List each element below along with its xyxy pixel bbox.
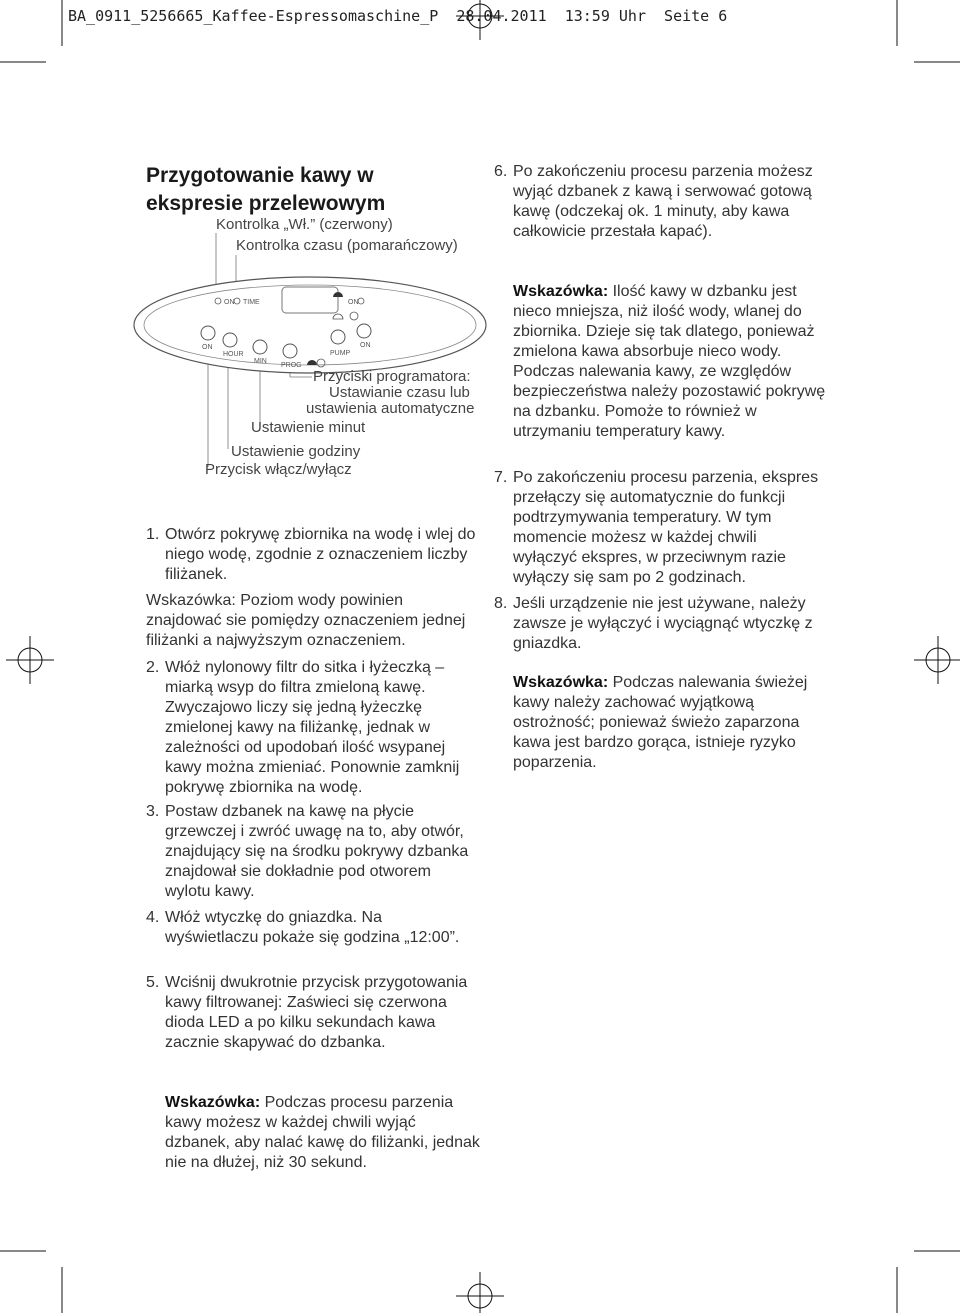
step-8 <box>494 594 824 654</box>
led-time-label: TIME <box>243 299 260 306</box>
label-hours: Ustawienie godziny <box>231 443 361 460</box>
minute-button[interactable] <box>253 340 267 354</box>
note-label: Wskazówka: <box>513 674 609 691</box>
step-number: 4. <box>146 909 160 926</box>
label-red-led: Kontrolka „Wł.” (czerwony) <box>216 216 393 233</box>
note-text: Ilość kawy w dzbanku jest nieco mniejsza, niż ilość wody, wlanej do zbiornika. Dzieje się tak dlatego, ponieważ zmielona kawa absorbuje nieco wody. Podczas nalewania kawy, ze względów bezpieczeństwa należy pozostawić pokrywę na dzbanku. Pomoże to również w utrzymaniu temperatury kawy. <box>513 283 826 440</box>
header-page: Seite 6 <box>664 7 728 25</box>
label-prog-2: Ustawianie czasu lub <box>329 384 470 401</box>
label-minutes: Ustawienie minut <box>251 419 366 436</box>
espresso-on-button[interactable] <box>357 324 371 338</box>
step-text: Otwórz pokrywę zbiornika na wodę i wlej do niego wodę, zgodnie z oznaczeniem liczby filiżanek. <box>165 526 476 583</box>
registration-mark-top <box>456 0 504 40</box>
registration-mark-right <box>914 636 960 684</box>
step-number: 1. <box>146 526 160 543</box>
note-brewing-interrupt <box>165 1093 485 1173</box>
label-on-off: Przycisk włącz/wyłącz <box>205 461 352 478</box>
step-number: 7. <box>494 469 508 486</box>
step-number: 6. <box>494 163 508 180</box>
btn-pump-label: PUMP <box>330 350 351 357</box>
note-label: Wskazówka: <box>513 283 609 300</box>
registration-mark-bottom <box>456 1272 504 1313</box>
title-line-2: ekspresie przelewowym <box>146 192 386 215</box>
note-text: Podczas procesu parzenia kawy możesz w każdej chwili wyjąć dzbanek, aby nalać kawę do filiżanki, jednak nie na dłużej, niż 30 sekund. <box>165 1094 480 1171</box>
step-text: Po zakończeniu procesu parzenia, ekspres przełączy się automatycznie do funkcji podtrzymywania temperatury. W tym momencie możesz w każdej chwili wyłączyć ekspres, w przeciwnym razie wyłączy się sam po 2 godzinach. <box>513 469 819 586</box>
pump-button[interactable] <box>331 330 345 344</box>
label-orange-led: Kontrolka czasu (pomarańczowy) <box>236 237 458 254</box>
header-file: BA_0911_5256665_Kaffee-Espressomaschine_P <box>68 7 439 25</box>
step-number: 5. <box>146 974 160 991</box>
btn-on-label: ON <box>202 344 213 351</box>
label-prog-1: Przyciski programatora: <box>313 368 471 385</box>
header-date: 28.04.2011 <box>456 7 547 25</box>
step-text: Po zakończeniu procesu parzenia możesz wyjąć dzbanek z kawą i serwować gotową kawę (odczekaj ok. 1 minuty, aby kawa całkowicie przestała kapać). <box>513 163 813 240</box>
title-line-1: Przygotowanie kawy w <box>146 164 374 187</box>
btn-on-right-label: ON <box>360 342 371 349</box>
step-text: Włóż nylonowy filtr do sitka i łyżeczką – miarką wsyp do filtra zmieloną kawę. Zwyczajowo liczy się jedną łyżeczkę zmielonej kawy na filiżankę, jednak w zależności od upodobań ilość wsypanej kawy można zmieniać. Ponownie zamknij pokrywę zbiornika na wodę. <box>165 659 460 796</box>
hour-button[interactable] <box>223 333 237 347</box>
note-coffee-amount <box>513 282 835 442</box>
header-time: 13:59 Uhr <box>564 7 646 25</box>
step-3 <box>146 802 476 902</box>
registration-mark-left <box>6 636 54 684</box>
note-label: Wskazówka: <box>165 1094 261 1111</box>
step-text: Postaw dzbanek na kawę na płycie grzewczej i zwróć uwagę na to, aby otwór, znajdujący się na środku pokrywy dzbanka znajdował sie dokładnie pod otworem wylotu kawy. <box>165 803 469 900</box>
step-6 <box>494 162 834 242</box>
step-number: 8. <box>494 595 508 612</box>
btn-hour-label: HOUR <box>223 351 244 358</box>
panel-outline <box>134 277 486 373</box>
btn-prog-label: PROG <box>281 362 302 369</box>
step-text: Jeśli urządzenie nie jest używane, należy zawsze je wyłączyć i wyciągnąć wtyczkę z gniazdka. <box>513 595 813 652</box>
step-1 <box>146 525 486 585</box>
label-prog-3: ustawienia automatyczne <box>306 400 475 417</box>
step-text: Włóż wtyczkę do gniazdka. Na wyświetlaczu pokaże się godzina „12:00”. <box>165 909 460 946</box>
step-number: 2. <box>146 659 160 676</box>
step-7 <box>494 468 824 588</box>
step-4 <box>146 908 476 948</box>
note-hot-coffee <box>513 673 823 773</box>
step-number: 3. <box>146 803 160 820</box>
step-5 <box>146 973 476 1053</box>
led-on-label: ON <box>224 299 235 306</box>
led-on-right-label: ON <box>348 299 359 306</box>
note-text: Podczas nalewania świeżej kawy należy zachować wyjątkową ostrożność; ponieważ świeżo zaparzona kawa jest bardzo gorąca, istnieje ryzyko poparzenia. <box>513 674 808 771</box>
note-water-level: Wskazówka: Poziom wody powinien znajdować sie pomiędzy oznaczeniem jednej filiżanki a najwyższym oznaczeniem. <box>146 592 466 649</box>
step-text: Wciśnij dwukrotnie przycisk przygotowania kawy filtrowanej: Zaświeci się czerwona dioda LED a po kilku sekundach kawa zacznie skapywać do dzbanka. <box>165 974 468 1051</box>
btn-min-label: MIN <box>254 358 267 365</box>
prog-button[interactable] <box>283 344 297 358</box>
step-2 <box>146 658 476 798</box>
on-off-button[interactable] <box>201 326 215 340</box>
